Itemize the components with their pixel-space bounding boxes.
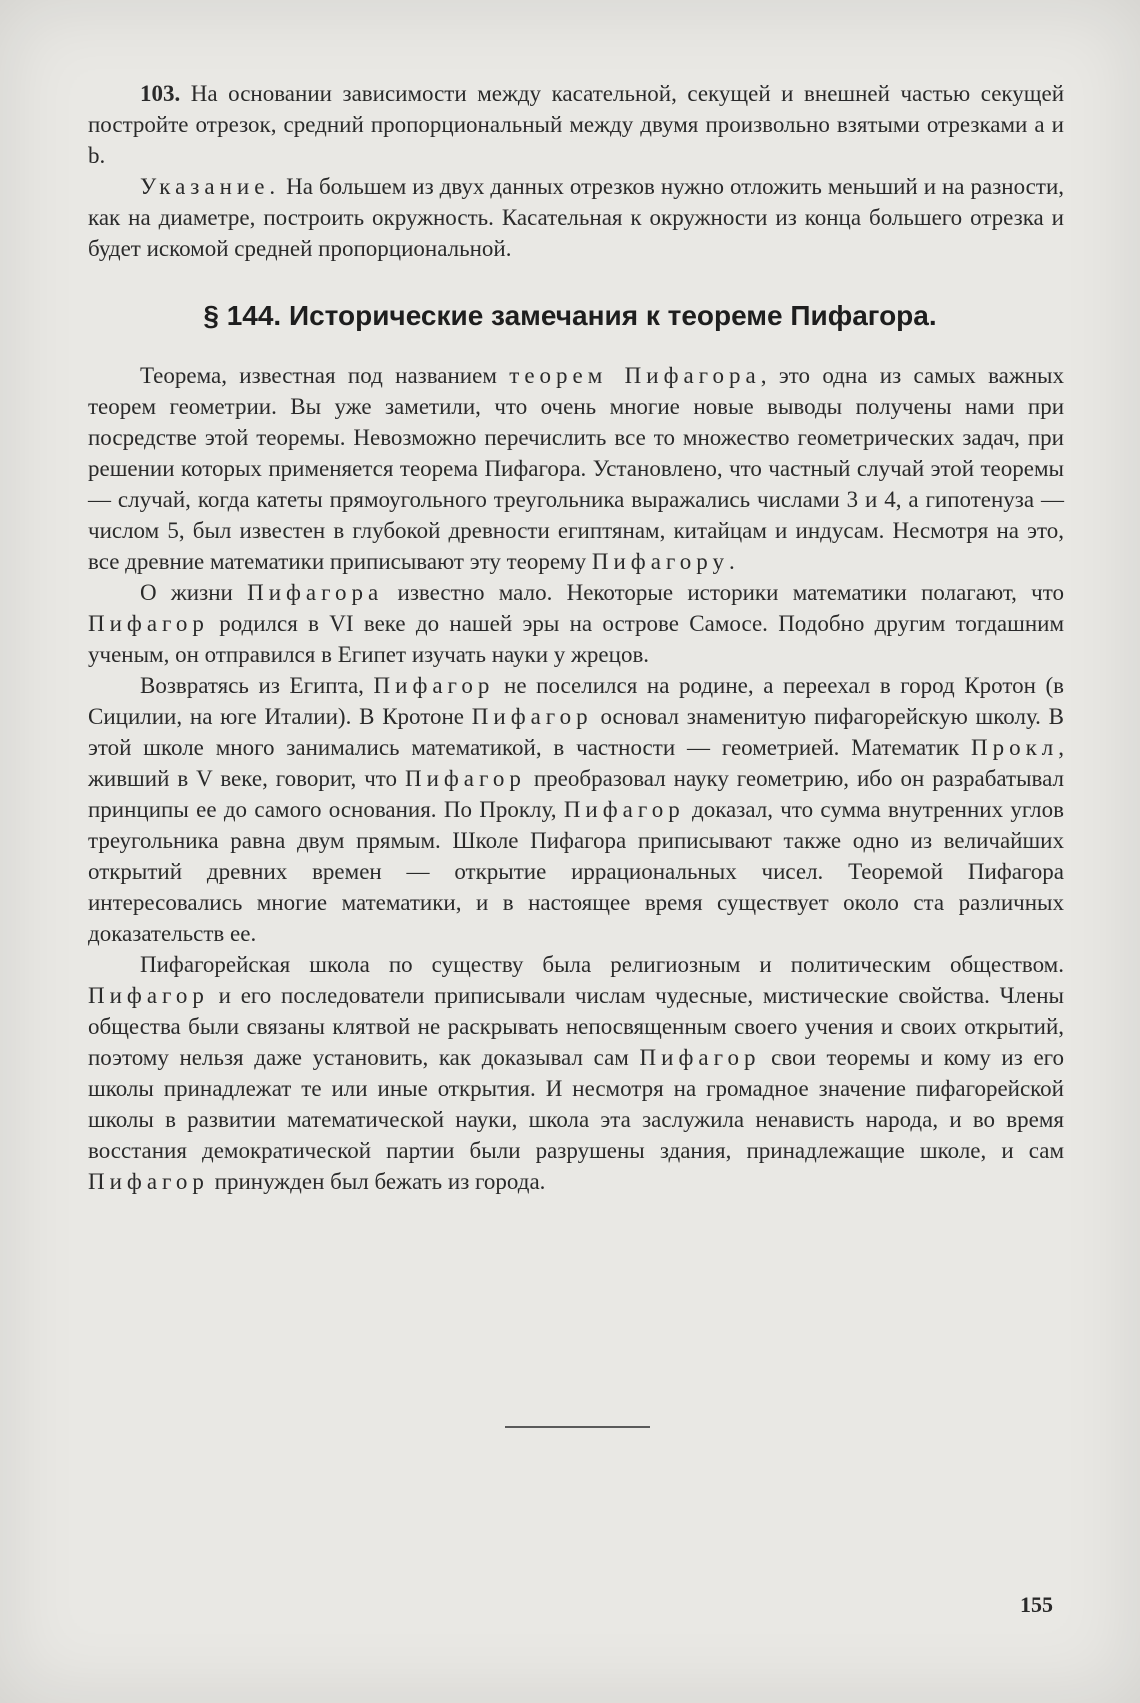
- problem-hint: [88, 171, 1064, 264]
- spaced-name: Пифагора: [247, 580, 384, 605]
- spaced-name: Пифагор: [639, 1045, 761, 1070]
- text-span: основал знаменитую пифагорейскую школу. В этой школе много занимались математикой, в частности — геометрией. Математик: [88, 704, 1065, 760]
- text-span: не поселился на родине, а переехал в город Кротон (в Сицилии, на юге Италии). В Кротоне: [88, 673, 1065, 729]
- problem-statement: [88, 78, 1064, 171]
- text-span: .: [728, 549, 735, 574]
- spaced-name: Пифагор: [563, 797, 685, 822]
- spaced-name: Пифагор: [88, 1169, 209, 1194]
- problem-number: 103.: [140, 81, 181, 106]
- text-span: , это одна из самых важных теорем геометрии. Вы уже заметили, что очень многие новые выводы получены нами при посредстве этой теоремы. Невозможно перечислить все то множество геометрических задач, при решении которых применяется теорема Пифагора. Установлено, что частный случай этой теоремы — случай, когда катеты прямоугольного треугольника выражались числами 3 и 4, а гипотенуза — числом 5, был известен в глубокой древности египтянам, китайцам и индусам. Несмотря на это, все древние математики приписывают эту теорему: [88, 363, 1064, 574]
- spaced-name: Пифагору: [591, 549, 729, 574]
- text-span: Возвратясь из Египта,: [140, 673, 364, 698]
- spaced-name: Пифагор: [373, 673, 495, 698]
- problem-103: [88, 78, 1064, 264]
- section-title: § 144. Исторические замечания к теореме Пифагора.: [203, 300, 937, 331]
- text-span: Пифагорейская школа по существу была религиозным и политическим обществом.: [140, 952, 1064, 977]
- hint-label: Указание.: [140, 174, 281, 199]
- text-span: доказал, что сумма внутренних углов треугольника равна двум прямым. Школе Пифагора приписывают также одно из величайших открытий древних времен — открытие иррациональных чисел. Теоремой Пифагора интересовались многие математики, и в настоящее время существует около ста различных доказательств ее.: [88, 797, 1065, 946]
- spaced-name: Пифагор: [88, 611, 209, 636]
- paragraph-1: [88, 360, 1064, 577]
- section-body: [88, 360, 1064, 1197]
- text-span: свои теоремы и кому из его школы принадлежат те или иные открытия. И несмотря на громадное значение пифагорейской школы в развитии математической науки, школа эта заслужила ненависть народа, и во время восстания демократической партии были разрушены здания, принадлежащие школе, и сам: [88, 1045, 1065, 1163]
- spaced-name: Прокл: [970, 735, 1059, 760]
- spaced-name: Пифагор: [471, 704, 593, 729]
- page-number: 155: [1020, 1592, 1053, 1617]
- text-span: принужден был бежать из города.: [214, 1169, 546, 1194]
- text-span: преобразовал науку геометрию, ибо он разрабатывал принципы ее до самого основания. По Проклу,: [88, 766, 1064, 822]
- text-span: О жизни: [140, 580, 233, 605]
- hint-text: На большем из двух данных отрезков нужно отложить меньший и на разности, как на диаметре, построить окружность. Касательная к окружности из конца большего отрезка и будет искомой средней пропорциональной.: [88, 174, 1064, 261]
- text-span: известно мало. Некоторые историки математики полагают, что: [397, 580, 1065, 605]
- paragraph-3: [88, 670, 1064, 949]
- paragraph-2: [88, 577, 1064, 670]
- text-span: Теорема, известная под названием: [140, 363, 497, 388]
- paragraph-4: [88, 949, 1064, 1197]
- divider-rule: [505, 1426, 650, 1428]
- spaced-term: теорем Пифагора: [509, 363, 761, 388]
- problem-text: На основании зависимости между касательной, секущей и внешней частью секущей постройте отрезок, средний пропорциональный между двумя произвольно взятыми отрезками a и b.: [88, 81, 1065, 168]
- text-span: и его последователи приписывали числам чудесные, мистические свойства. Члены общества были связаны клятвой не раскрывать непосвященным своего учения и своих открытий, поэтому нельзя даже установить, как доказывал сам: [88, 983, 1064, 1070]
- text-span: , живший в V веке, говорит, что: [88, 735, 1064, 791]
- spaced-name: Пифагор: [88, 983, 209, 1008]
- text-span: родился в VI веке до нашей эры на острове Самосе. Подобно другим тогдашним ученым, он отправился в Египет изучать науки у жрецов.: [88, 611, 1064, 667]
- spaced-name: Пифагор: [404, 766, 526, 791]
